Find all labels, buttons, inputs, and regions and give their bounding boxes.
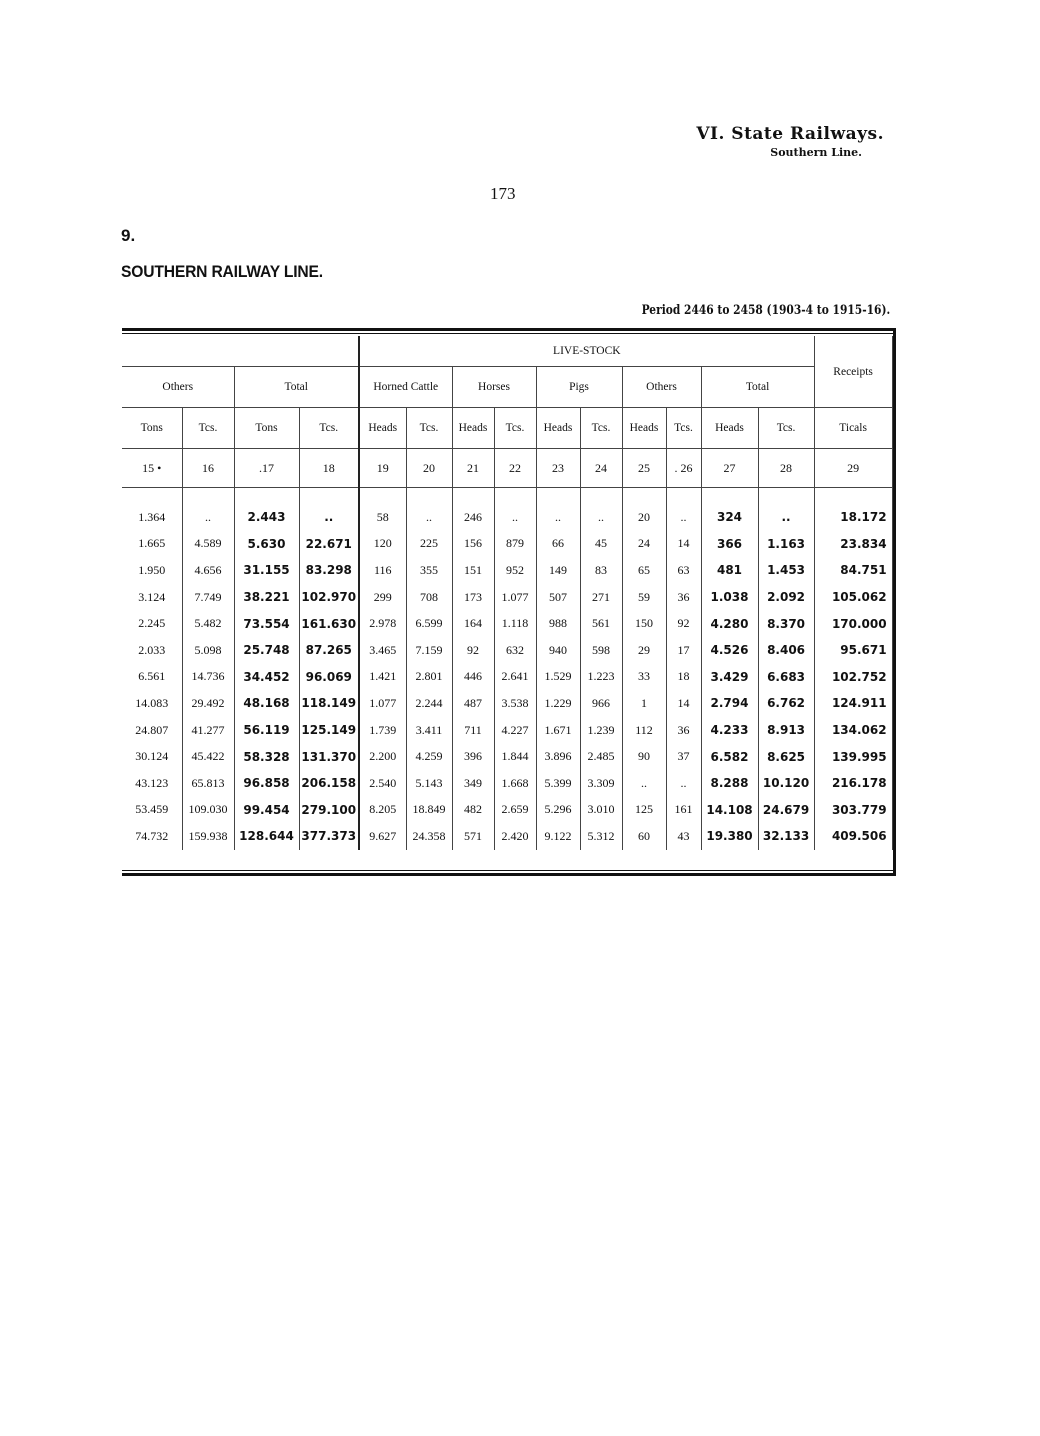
- table-cell: 20: [622, 504, 666, 531]
- table-cell: 6.582: [701, 743, 758, 770]
- unit-header: Heads: [452, 408, 494, 449]
- unit-header: Tcs.: [299, 408, 359, 449]
- table-cell: ..: [666, 504, 701, 531]
- live-stock-group-header: LIVE-STOCK: [359, 336, 814, 367]
- table-cell: 161.630: [299, 610, 359, 637]
- table-cell: 2.244: [406, 690, 452, 717]
- table-cell: 2.978: [359, 610, 406, 637]
- table-cell: 125.149: [299, 717, 359, 744]
- table-cell: ..: [406, 504, 452, 531]
- table-cell: 37: [666, 743, 701, 770]
- table-cell: 708: [406, 584, 452, 611]
- table-row: [122, 610, 892, 637]
- table-cell: 4.233: [701, 717, 758, 744]
- table-cell: 377.373: [299, 823, 359, 850]
- column-number: .17: [234, 449, 299, 488]
- table-cell: 116: [359, 557, 406, 584]
- table-body: [122, 504, 892, 850]
- table-cell: 2.659: [494, 797, 536, 824]
- table-cell: 45: [580, 531, 622, 558]
- table-bottom-rule-thin: [122, 870, 896, 871]
- table-cell: 5.143: [406, 770, 452, 797]
- table-cell: 4.526: [701, 637, 758, 664]
- table-cell: 3.465: [359, 637, 406, 664]
- table-cell: 366: [701, 531, 758, 558]
- column-number: 15 •: [122, 449, 182, 488]
- table-cell: ..: [536, 504, 580, 531]
- table-row: [122, 584, 892, 611]
- table-cell: 1.665: [122, 531, 182, 558]
- table-cell: 598: [580, 637, 622, 664]
- table-cell: 988: [536, 610, 580, 637]
- total-left-header: Total: [234, 367, 359, 408]
- pigs-header: Pigs: [536, 367, 622, 408]
- table-cell: 225: [406, 531, 452, 558]
- statistics-table: [122, 328, 896, 876]
- table-cell: 6.762: [758, 690, 814, 717]
- table-cell: 9.122: [536, 823, 580, 850]
- table-cell: 164: [452, 610, 494, 637]
- table-cell: 487: [452, 690, 494, 717]
- unit-header: Heads: [622, 408, 666, 449]
- table-cell: 1.739: [359, 717, 406, 744]
- table-cell: 125: [622, 797, 666, 824]
- table-cell: 18.849: [406, 797, 452, 824]
- table-cell: 3.124: [122, 584, 182, 611]
- column-number: 18: [299, 449, 359, 488]
- table-cell: ..: [666, 770, 701, 797]
- table-cell: 1.364: [122, 504, 182, 531]
- table-cell: 43: [666, 823, 701, 850]
- blank-group-cell: [122, 336, 359, 367]
- unit-header: Heads: [536, 408, 580, 449]
- table-cell: 409.506: [814, 823, 892, 850]
- table-cell: 206.158: [299, 770, 359, 797]
- table-cell: 43.123: [122, 770, 182, 797]
- table-cell: 124.911: [814, 690, 892, 717]
- table-cell: ..: [580, 504, 622, 531]
- table-row: [122, 717, 892, 744]
- column-number: 25: [622, 449, 666, 488]
- table-cell: ..: [494, 504, 536, 531]
- table-cell: 8.913: [758, 717, 814, 744]
- table-cell: 29: [622, 637, 666, 664]
- table-row: [122, 743, 892, 770]
- table-cell: 84.751: [814, 557, 892, 584]
- table-cell: 2.485: [580, 743, 622, 770]
- table-row: [122, 823, 892, 850]
- table-cell: 83: [580, 557, 622, 584]
- table-cell: 879: [494, 531, 536, 558]
- column-number: 27: [701, 449, 758, 488]
- unit-header: Ticals: [814, 408, 892, 449]
- unit-header: Tons: [234, 408, 299, 449]
- table-cell: 96.069: [299, 664, 359, 691]
- table-cell: 2.200: [359, 743, 406, 770]
- table-cell: 1.668: [494, 770, 536, 797]
- table-cell: 1.118: [494, 610, 536, 637]
- table-cell: 14.108: [701, 797, 758, 824]
- table-cell: 1: [622, 690, 666, 717]
- table-cell: 4.227: [494, 717, 536, 744]
- table-cell: 5.296: [536, 797, 580, 824]
- table-cell: 2.641: [494, 664, 536, 691]
- table-cell: 33: [622, 664, 666, 691]
- table-cell: 24: [622, 531, 666, 558]
- table-cell: 90: [622, 743, 666, 770]
- column-number: 24: [580, 449, 622, 488]
- table-cell: 134.062: [814, 717, 892, 744]
- table-cell: 156: [452, 531, 494, 558]
- table-cell: 63: [666, 557, 701, 584]
- table-cell: 24.679: [758, 797, 814, 824]
- table-cell: 112: [622, 717, 666, 744]
- table-cell: 561: [580, 610, 622, 637]
- table-cell: 2.245: [122, 610, 182, 637]
- table-cell: 355: [406, 557, 452, 584]
- table-cell: 149: [536, 557, 580, 584]
- table-cell: 24.807: [122, 717, 182, 744]
- table-cell: 170.000: [814, 610, 892, 637]
- data-table: [122, 336, 893, 850]
- unit-header: Tcs.: [406, 408, 452, 449]
- table-cell: 3.010: [580, 797, 622, 824]
- table-cell: 1.077: [359, 690, 406, 717]
- table-cell: 58: [359, 504, 406, 531]
- table-cell: 159.938: [182, 823, 234, 850]
- table-cell: 14: [666, 690, 701, 717]
- table-cell: 120: [359, 531, 406, 558]
- table-cell: 128.644: [234, 823, 299, 850]
- table-cell: 25.748: [234, 637, 299, 664]
- column-number: 16: [182, 449, 234, 488]
- table-cell: 7.749: [182, 584, 234, 611]
- table-cell: 3.896: [536, 743, 580, 770]
- unit-header: Tons: [122, 408, 182, 449]
- table-cell: 6.683: [758, 664, 814, 691]
- table-title: SOUTHERN RAILWAY LINE.: [121, 262, 323, 281]
- table-cell: 1.671: [536, 717, 580, 744]
- table-cell: 73.554: [234, 610, 299, 637]
- table-cell: 2.033: [122, 637, 182, 664]
- table-cell: 4.259: [406, 743, 452, 770]
- table-cell: 139.995: [814, 743, 892, 770]
- table-cell: 246: [452, 504, 494, 531]
- table-cell: 23.834: [814, 531, 892, 558]
- table-cell: 5.098: [182, 637, 234, 664]
- section-subheading: Southern Line.: [770, 146, 862, 159]
- table-cell: ..: [622, 770, 666, 797]
- table-cell: 8.370: [758, 610, 814, 637]
- spacer-row: [122, 488, 892, 505]
- table-cell: 1.844: [494, 743, 536, 770]
- table-cell: 14.083: [122, 690, 182, 717]
- others-left-header: Others: [122, 367, 234, 408]
- table-bottom-rule: [122, 873, 896, 876]
- horses-header: Horses: [452, 367, 536, 408]
- table-cell: 1.163: [758, 531, 814, 558]
- table-cell: 3.309: [580, 770, 622, 797]
- table-cell: 7.159: [406, 637, 452, 664]
- table-cell: 45.422: [182, 743, 234, 770]
- table-row: [122, 690, 892, 717]
- table-cell: 5.399: [536, 770, 580, 797]
- table-cell: 3.411: [406, 717, 452, 744]
- table-cell: 711: [452, 717, 494, 744]
- table-cell: 29.492: [182, 690, 234, 717]
- table-cell: 53.459: [122, 797, 182, 824]
- unit-header: Tcs.: [494, 408, 536, 449]
- table-cell: 109.030: [182, 797, 234, 824]
- column-number: 21: [452, 449, 494, 488]
- table-cell: 271: [580, 584, 622, 611]
- table-cell: 151: [452, 557, 494, 584]
- table-cell: 6.561: [122, 664, 182, 691]
- table-cell: 303.779: [814, 797, 892, 824]
- table-cell: 92: [452, 637, 494, 664]
- table-cell: 507: [536, 584, 580, 611]
- table-cell: 36: [666, 717, 701, 744]
- unit-header: Tcs.: [580, 408, 622, 449]
- table-cell: 2.420: [494, 823, 536, 850]
- table-cell: 92: [666, 610, 701, 637]
- table-cell: 19.380: [701, 823, 758, 850]
- table-cell: 4.589: [182, 531, 234, 558]
- table-cell: 349: [452, 770, 494, 797]
- table-cell: 31.155: [234, 557, 299, 584]
- table-cell: 4.656: [182, 557, 234, 584]
- table-cell: 66: [536, 531, 580, 558]
- table-cell: 9.627: [359, 823, 406, 850]
- table-cell: 32.133: [758, 823, 814, 850]
- receipts-header: Receipts: [814, 336, 892, 408]
- table-cell: 65: [622, 557, 666, 584]
- table-cell: 18: [666, 664, 701, 691]
- table-cell: 6.599: [406, 610, 452, 637]
- table-top-rule: [122, 328, 896, 331]
- others-livestock-header: Others: [622, 367, 701, 408]
- table-cell: 5.630: [234, 531, 299, 558]
- table-row: [122, 664, 892, 691]
- table-cell: 102.752: [814, 664, 892, 691]
- table-cell: 83.298: [299, 557, 359, 584]
- unit-header: Tcs.: [182, 408, 234, 449]
- table-cell: 161: [666, 797, 701, 824]
- table-cell: 940: [536, 637, 580, 664]
- table-cell: 8.625: [758, 743, 814, 770]
- table-cell: 131.370: [299, 743, 359, 770]
- column-number: 29: [814, 449, 892, 488]
- table-cell: 216.178: [814, 770, 892, 797]
- column-number: 22: [494, 449, 536, 488]
- table-cell: 10.120: [758, 770, 814, 797]
- table-row: [122, 557, 892, 584]
- table-cell: ..: [758, 504, 814, 531]
- unit-header: Heads: [359, 408, 406, 449]
- page-number: 173: [490, 184, 516, 203]
- table-cell: 3.538: [494, 690, 536, 717]
- table-cell: 22.671: [299, 531, 359, 558]
- table-cell: 1.453: [758, 557, 814, 584]
- table-cell: 17: [666, 637, 701, 664]
- table-cell: 482: [452, 797, 494, 824]
- table-cell: 396: [452, 743, 494, 770]
- table-cell: 8.288: [701, 770, 758, 797]
- column-number: . 26: [666, 449, 701, 488]
- table-cell: 18.172: [814, 504, 892, 531]
- table-cell: 279.100: [299, 797, 359, 824]
- table-cell: 1.529: [536, 664, 580, 691]
- table-cell: 8.406: [758, 637, 814, 664]
- table-cell: 952: [494, 557, 536, 584]
- table-cell: 1.077: [494, 584, 536, 611]
- table-cell: 102.970: [299, 584, 359, 611]
- unit-header: Tcs.: [758, 408, 814, 449]
- table-number: 9.: [121, 226, 136, 245]
- table-cell: 96.858: [234, 770, 299, 797]
- table-cell: 1.038: [701, 584, 758, 611]
- table-cell: 58.328: [234, 743, 299, 770]
- table-cell: 87.265: [299, 637, 359, 664]
- table-cell: 59: [622, 584, 666, 611]
- table-row: [122, 797, 892, 824]
- table-cell: 60: [622, 823, 666, 850]
- table-cell: 324: [701, 504, 758, 531]
- table-cell: 105.062: [814, 584, 892, 611]
- table-cell: 24.358: [406, 823, 452, 850]
- table-cell: 30.124: [122, 743, 182, 770]
- table-cell: 150: [622, 610, 666, 637]
- table-cell: 95.671: [814, 637, 892, 664]
- table-cell: 4.280: [701, 610, 758, 637]
- table-cell: 56.119: [234, 717, 299, 744]
- table-cell: 632: [494, 637, 536, 664]
- table-cell: 966: [580, 690, 622, 717]
- table-cell: 14: [666, 531, 701, 558]
- section-heading: VI. State Railways.: [696, 124, 884, 144]
- table-cell: 2.794: [701, 690, 758, 717]
- table-row: [122, 770, 892, 797]
- table-cell: 65.813: [182, 770, 234, 797]
- table-top-rule-thin: [122, 333, 896, 334]
- table-cell: ..: [182, 504, 234, 531]
- table-cell: 1.229: [536, 690, 580, 717]
- table-cell: 48.168: [234, 690, 299, 717]
- table-cell: 41.277: [182, 717, 234, 744]
- table-cell: 36: [666, 584, 701, 611]
- table-cell: 1.239: [580, 717, 622, 744]
- table-cell: 5.482: [182, 610, 234, 637]
- table-row: [122, 504, 892, 531]
- table-cell: 299: [359, 584, 406, 611]
- period-caption: Period 2446 to 2458 (1903-4 to 1915-16).: [641, 303, 890, 318]
- table-cell: 2.092: [758, 584, 814, 611]
- table-cell: 2.443: [234, 504, 299, 531]
- table-cell: 5.312: [580, 823, 622, 850]
- table-cell: 8.205: [359, 797, 406, 824]
- column-number: 20: [406, 449, 452, 488]
- column-number: 23: [536, 449, 580, 488]
- table-cell: 1.223: [580, 664, 622, 691]
- section-header: [696, 124, 884, 159]
- table-cell: 1.421: [359, 664, 406, 691]
- total-livestock-header: Total: [701, 367, 814, 408]
- table-cell: ..: [299, 504, 359, 531]
- horned-cattle-header: Horned Cattle: [359, 367, 452, 408]
- unit-header: Heads: [701, 408, 758, 449]
- unit-header: Tcs.: [666, 408, 701, 449]
- table-cell: 14.736: [182, 664, 234, 691]
- table-row: [122, 637, 892, 664]
- table-cell: 446: [452, 664, 494, 691]
- table-cell: 74.732: [122, 823, 182, 850]
- table-cell: 2.540: [359, 770, 406, 797]
- table-cell: 571: [452, 823, 494, 850]
- table-cell: 2.801: [406, 664, 452, 691]
- table-cell: 1.950: [122, 557, 182, 584]
- column-number: 19: [359, 449, 406, 488]
- table-cell: 99.454: [234, 797, 299, 824]
- column-number: 28: [758, 449, 814, 488]
- table-cell: 481: [701, 557, 758, 584]
- table-cell: 118.149: [299, 690, 359, 717]
- table-row: [122, 531, 892, 558]
- table-cell: 38.221: [234, 584, 299, 611]
- table-right-rule: [893, 328, 896, 876]
- table-cell: 173: [452, 584, 494, 611]
- table-cell: 3.429: [701, 664, 758, 691]
- table-cell: 34.452: [234, 664, 299, 691]
